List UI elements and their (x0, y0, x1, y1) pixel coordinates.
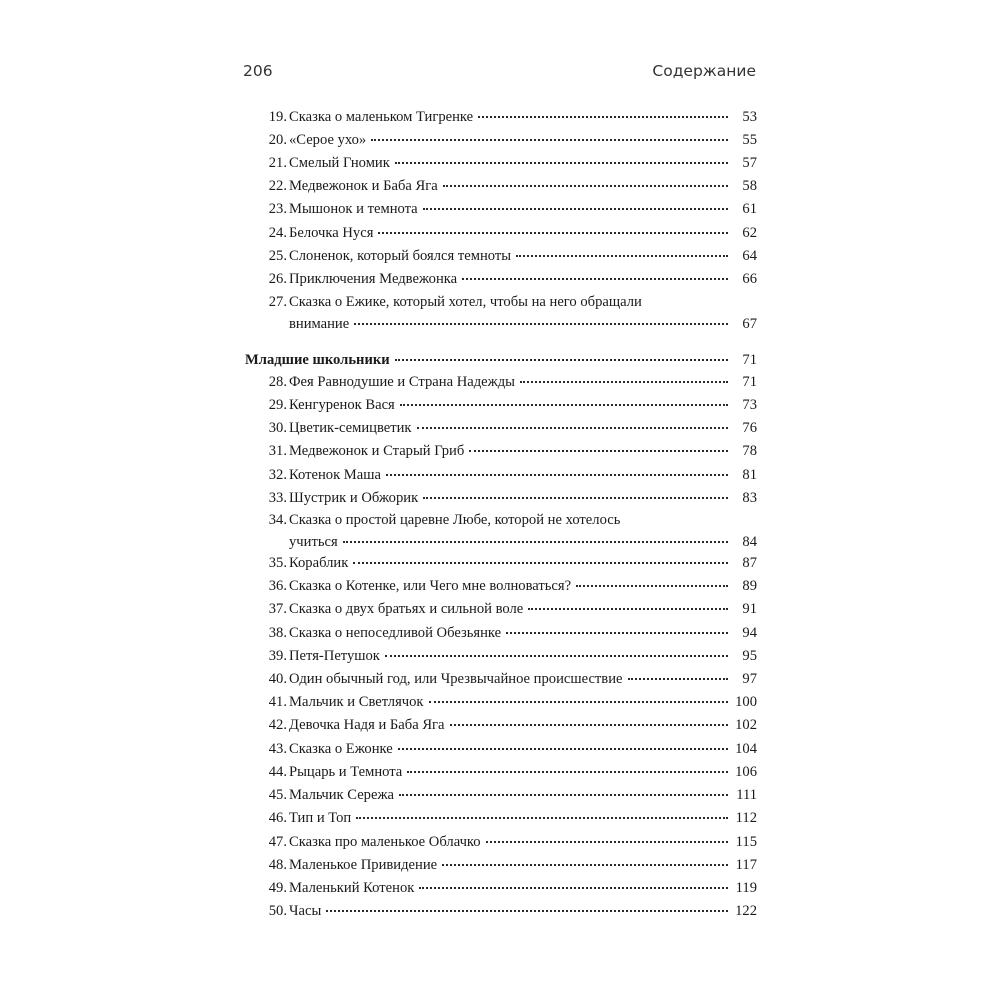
toc-entry-title: Сказка о Ежонке (289, 741, 393, 757)
dot-leader (450, 724, 728, 726)
toc-entry (265, 645, 757, 667)
toc-entry (265, 738, 757, 760)
dot-leader (395, 359, 728, 361)
toc-entry (265, 552, 757, 574)
toc-entry (265, 900, 757, 922)
toc-entry-page: 100 (735, 694, 757, 710)
toc-entry (265, 440, 757, 462)
dot-leader (516, 255, 728, 257)
toc-entry-number: 29. (268, 397, 287, 413)
dot-leader (528, 608, 728, 610)
toc-entry (265, 714, 757, 736)
toc-entry-title: Тип и Топ (289, 810, 352, 826)
running-header (243, 62, 756, 86)
toc-entry-title: Девочка Надя и Баба Яга (289, 717, 445, 733)
toc-entry (265, 598, 757, 620)
toc-entry-title: Мальчик Сережа (289, 787, 395, 803)
toc-entry-number: 48. (268, 857, 287, 873)
toc-entry-number: 42. (268, 717, 287, 733)
dot-leader (520, 381, 728, 383)
dot-leader (395, 162, 728, 164)
toc-entry-page: 71 (742, 374, 757, 390)
toc-entry (265, 417, 757, 439)
toc-entry-title-line1: Сказка о Ежике, который хотел, чтобы на него обращали (289, 294, 642, 310)
dot-leader (442, 864, 728, 866)
toc-entry-title-line1: Сказка о простой царевне Любе, которой не хотелось (289, 512, 621, 528)
toc-entry-title: Медвежонок и Старый Гриб (289, 443, 465, 459)
toc-entry-page: 89 (742, 578, 757, 594)
dot-leader (419, 887, 728, 889)
toc-entry-number: 43. (268, 741, 287, 757)
toc-entry-number: 26. (268, 271, 287, 287)
toc-entry-title: Кораблик (289, 555, 349, 571)
toc-entry-title: Мышонок и темнота (289, 201, 418, 217)
toc-entry-number: 27. (268, 294, 287, 310)
toc-entry (265, 622, 757, 644)
toc-entry-number: 35. (268, 555, 287, 571)
toc-entry-page: 73 (742, 397, 757, 413)
toc-entry-page: 111 (736, 787, 757, 803)
toc-entry (265, 152, 757, 174)
dot-leader (417, 427, 728, 429)
toc-entry-number: 34. (268, 512, 287, 528)
toc-entry-page: 119 (735, 880, 757, 896)
toc-entry-number: 23. (268, 201, 287, 217)
toc-entry (265, 691, 757, 713)
dot-leader (429, 701, 728, 703)
toc-entry-page: 61 (742, 201, 757, 217)
dot-leader (462, 278, 728, 280)
toc-entry (265, 106, 757, 128)
toc-entry-title: учиться (289, 534, 338, 550)
dot-leader (356, 817, 728, 819)
dot-leader (398, 748, 728, 750)
toc-entry (265, 291, 757, 335)
toc-entry-title: Сказка о маленьком Тигренке (289, 109, 474, 125)
toc-entry (265, 198, 757, 220)
toc-entry-number: 45. (268, 787, 287, 803)
toc-entry (265, 371, 757, 393)
toc-entry-page: 78 (742, 443, 757, 459)
toc-entry (265, 268, 757, 290)
toc-entry-number: 30. (268, 420, 287, 436)
toc-entry-title: Приключения Медвежонка (289, 271, 458, 287)
toc-entry-title: Смелый Гномик (289, 155, 390, 171)
toc-entry-page: 102 (735, 717, 757, 733)
toc-entry-title: Шустрик и Обжорик (289, 490, 419, 506)
toc-entry-page: 91 (742, 601, 757, 617)
toc-entry-page: 122 (735, 903, 757, 919)
toc-entry-number: 22. (268, 178, 287, 194)
toc-entry-title: Сказка о двух братьях и сильной воле (289, 601, 524, 617)
toc-entry (265, 807, 757, 829)
toc-section-heading (245, 349, 757, 371)
toc-entry-number: 36. (268, 578, 287, 594)
toc-entry (265, 877, 757, 899)
dot-leader (576, 585, 728, 587)
toc-entry (265, 784, 757, 806)
toc-entry-page: 94 (742, 625, 757, 641)
dot-leader (628, 678, 729, 680)
section-title: Младшие школьники (245, 352, 390, 368)
toc-entry (265, 487, 757, 509)
toc-entry-number: 38. (268, 625, 287, 641)
toc-entry-page: 81 (742, 467, 757, 483)
dot-leader (478, 116, 728, 118)
toc-entry-title: Кенгуренок Вася (289, 397, 395, 413)
toc-entry-page: 115 (735, 834, 757, 850)
toc-entry (265, 761, 757, 783)
section-page: 71 (742, 352, 757, 368)
toc-entry-title: Котенок Маша (289, 467, 381, 483)
toc-entry (265, 175, 757, 197)
toc-entry-title: Сказка о Котенке, или Чего мне волноваться? (289, 578, 572, 594)
toc-entry-title: Маленький Котенок (289, 880, 415, 896)
toc-entry-title: Один обычный год, или Чрезвычайное происшествие (289, 671, 623, 687)
toc-entry-number: 32. (268, 467, 287, 483)
toc-entry-number: 44. (268, 764, 287, 780)
toc-entry (265, 129, 757, 151)
dot-leader (423, 208, 728, 210)
toc-entry-title: Часы (289, 903, 322, 919)
toc-entry-title: «Серое ухо» (289, 132, 367, 148)
toc-entry-page: 97 (742, 671, 757, 687)
toc-entry-page: 95 (742, 648, 757, 664)
toc-entry-page: 112 (735, 810, 757, 826)
dot-leader (506, 632, 728, 634)
toc-entry-number: 46. (268, 810, 287, 826)
toc-entry-number: 31. (268, 443, 287, 459)
dot-leader (326, 910, 728, 912)
toc-entry-number: 40. (268, 671, 287, 687)
toc-entry-title: Сказка о непоседливой Обезьянке (289, 625, 502, 641)
toc-entry-page: 64 (742, 248, 757, 264)
toc-entry (265, 831, 757, 853)
toc-entry-number: 33. (268, 490, 287, 506)
toc-entry-page: 117 (735, 857, 757, 873)
toc-entry (265, 394, 757, 416)
toc-entry-title: Медвежонок и Баба Яга (289, 178, 438, 194)
toc-entry-number: 25. (268, 248, 287, 264)
toc-entry-page: 83 (742, 490, 757, 506)
toc-entry (265, 575, 757, 597)
toc-entry-page: 62 (742, 225, 757, 241)
toc-entry-title: Цветик-семицветик (289, 420, 412, 436)
dot-leader (353, 562, 728, 564)
toc-entry-title: Петя-Петушок (289, 648, 380, 664)
dot-leader (423, 497, 728, 499)
dot-leader (386, 474, 728, 476)
toc-entry-number: 47. (268, 834, 287, 850)
toc-entry-page: 66 (742, 271, 757, 287)
dot-leader (343, 541, 728, 543)
toc-entry-page: 84 (742, 534, 757, 550)
dot-leader (385, 655, 728, 657)
toc-entry-page: 53 (742, 109, 757, 125)
toc-entry-number: 24. (268, 225, 287, 241)
page-number: 206 (243, 62, 273, 80)
dot-leader (378, 232, 728, 234)
toc-entry (265, 245, 757, 267)
toc-entry-title: Мальчик и Светлячок (289, 694, 424, 710)
toc-entry-title: Рыцарь и Темнота (289, 764, 403, 780)
toc-entry (265, 222, 757, 244)
toc-entry-number: 20. (268, 132, 287, 148)
toc-entry-page: 106 (735, 764, 757, 780)
toc-entry-page: 58 (742, 178, 757, 194)
toc-entry-page: 76 (742, 420, 757, 436)
dot-leader (399, 794, 728, 796)
toc-entry (265, 854, 757, 876)
dot-leader (354, 323, 728, 325)
toc-entry-title: Белочка Нуся (289, 225, 374, 241)
toc-entry (265, 509, 757, 553)
toc-entry-title: Маленькое Привидение (289, 857, 438, 873)
toc-entry-title: Слоненок, который боялся темноты (289, 248, 512, 264)
toc-entry-number: 50. (268, 903, 287, 919)
dot-leader (400, 404, 728, 406)
toc-entry-number: 37. (268, 601, 287, 617)
dot-leader (407, 771, 728, 773)
toc-entry-number: 21. (268, 155, 287, 171)
header-title: Содержание (652, 62, 756, 80)
toc-entry-page: 104 (735, 741, 757, 757)
toc-entry-page: 87 (742, 555, 757, 571)
toc-entry-number: 19. (268, 109, 287, 125)
dot-leader (443, 185, 728, 187)
dot-leader (371, 139, 728, 141)
toc-entry-number: 41. (268, 694, 287, 710)
dot-leader (469, 450, 728, 452)
dot-leader (486, 841, 728, 843)
toc-entry-title: внимание (289, 316, 350, 332)
toc-entry-number: 28. (268, 374, 287, 390)
toc-entry-title: Фея Равнодушие и Страна Надежды (289, 374, 515, 390)
toc-entry (265, 668, 757, 690)
toc-entry-number: 39. (268, 648, 287, 664)
toc-entry (265, 464, 757, 486)
toc-entry-page: 57 (742, 155, 757, 171)
toc-entry-page: 67 (742, 316, 757, 332)
toc-entry-page: 55 (742, 132, 757, 148)
toc-entry-title: Сказка про маленькое Облачко (289, 834, 481, 850)
toc-entry-number: 49. (268, 880, 287, 896)
